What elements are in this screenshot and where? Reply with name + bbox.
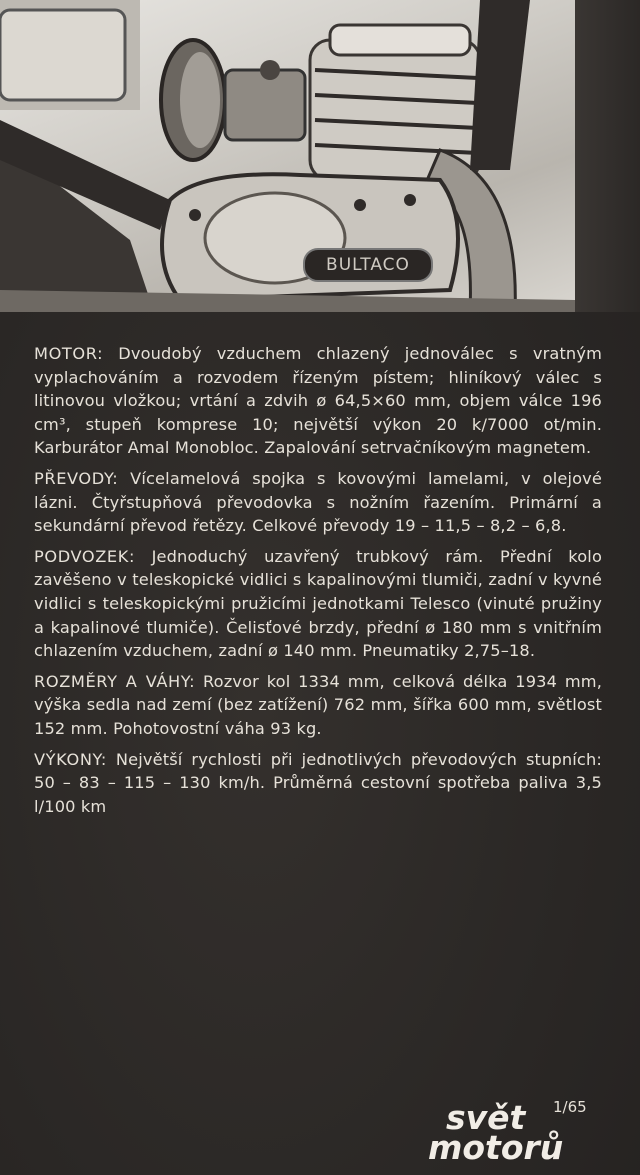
spec-text: Největší rychlosti při jednotlivých převodových stupních: 50 – 83 – 115 – 130 km/h. Průměrná cestovní spotřeba paliva 3,5 l/100 km (34, 749, 602, 816)
spec-rozmery (34, 670, 602, 741)
logo-line-2: motorů (428, 1128, 564, 1167)
spec-vykony (34, 748, 602, 819)
spec-text: Dvoudobý vzduchem chlazený jednoválec s vratným vyplachováním a rozvodem řízeným pístem; hliníkový válec s litinovou vložkou; vrtání a zdvih ø 64,5×60 mm, objem válce 196 cm³, stupeň komprese 10; největší výkon 20 k/7000 ot/min. Karburátor Amal Monobloc. Zapalování setrvačníkovým magnetem. (34, 344, 602, 458)
motorcycle-engine-photo (0, 0, 575, 312)
spec-label: VÝKONY: (34, 749, 107, 769)
logo-line-1: svět (446, 1098, 526, 1137)
bultaco-badge (303, 248, 433, 282)
magazine-logo (428, 1100, 608, 1170)
engine-illustration (0, 0, 575, 312)
technical-specs (34, 342, 602, 825)
spec-text: Rozvor kol 1334 mm, celková délka 1934 mm, výška sedla nad zemí (bez zatížení) 762 mm, šířka 600 mm, světlost 152 mm. Pohotovostní váha 93 kg. (34, 671, 602, 738)
spec-label: ROZMĚRY A VÁHY: (34, 671, 196, 691)
spec-label: PODVOZEK: (34, 546, 135, 566)
spec-label: MOTOR: (34, 344, 104, 363)
spec-motor (34, 342, 602, 460)
spec-prevody (34, 467, 602, 538)
spec-text: Vícelamelová spojka s kovovými lamelami, v olejové lázni. Čtyřstupňová převodovka s nožním řazením. Primární a sekundární převod řetězy. Celkové převody 19 – 11,5 – 8,2 – 6,8. (34, 468, 602, 536)
spec-label: PŘEVODY: (34, 468, 119, 488)
badge-text: BULTACO (326, 255, 410, 275)
issue-number: 1/65 (553, 1098, 587, 1116)
photo-margin (575, 0, 640, 312)
spec-text: Jednoduchý uzavřený trubkový rám. Přední kolo zavěšeno v teleskopické vidlici s kapalinovými tlumiči, zadní v kyvné vidlici s teleskopickými pružicími jednotkami Telesco (vinuté pružiny a kapalinové tlumiče). Čelisťové brzdy, přední ø 180 mm s vnitřním chlazením vzduchem, zadní ø 140 mm. Pneumatiky 2,75–18. (34, 546, 602, 661)
spec-podvozek (34, 545, 602, 663)
